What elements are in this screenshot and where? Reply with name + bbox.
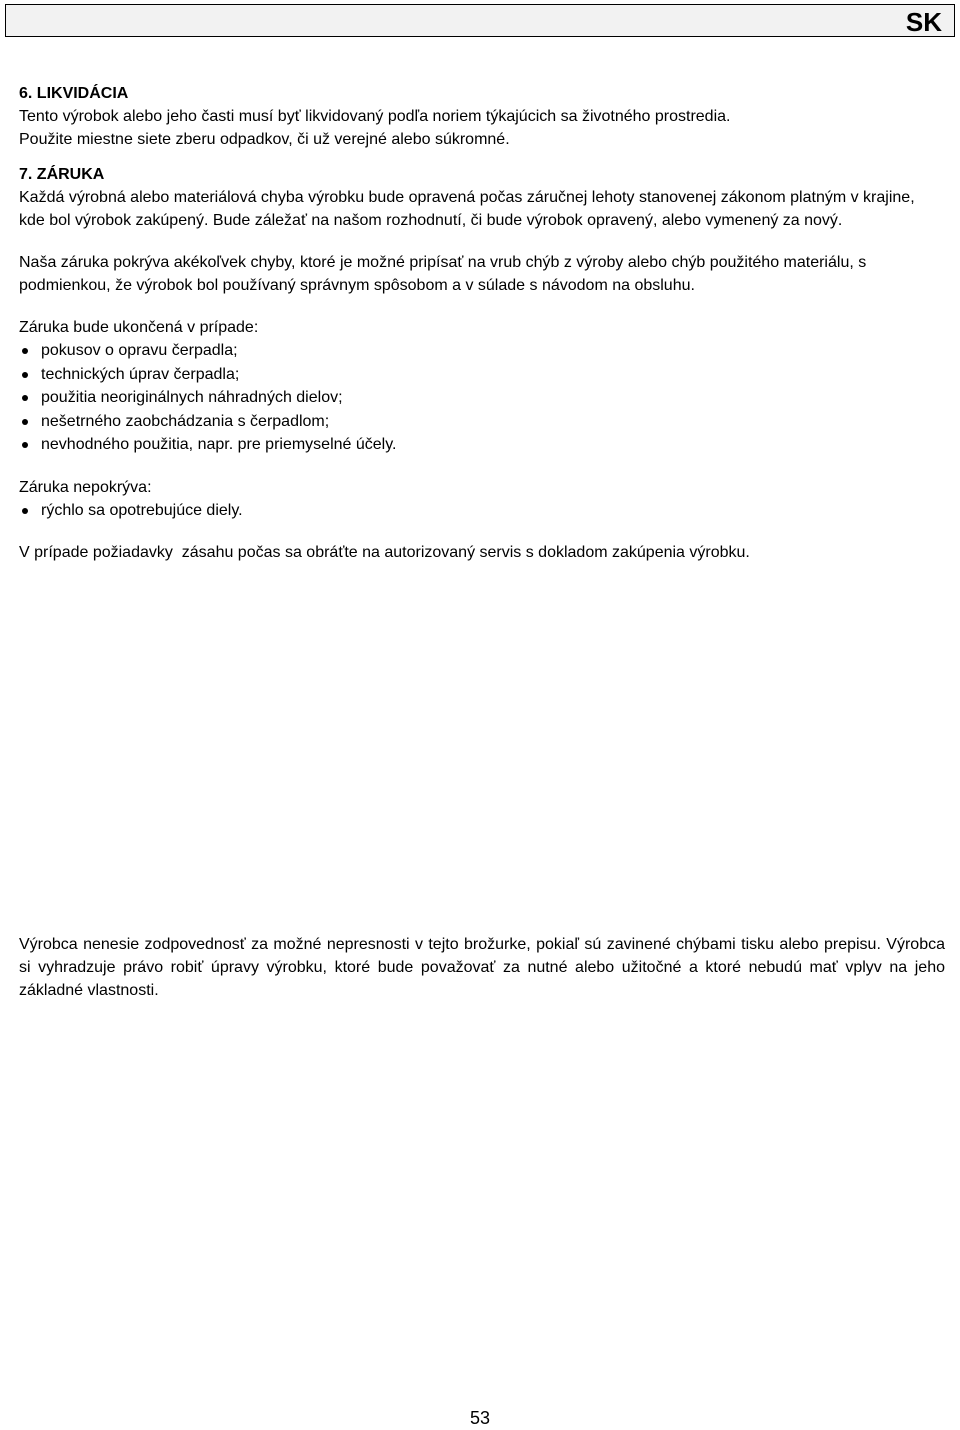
list-item: technických úprav čerpadla; [19, 363, 949, 387]
language-code: SK [905, 7, 942, 37]
exclusion-list [19, 499, 949, 523]
bullet-icon [22, 442, 28, 448]
bullet-icon [22, 372, 28, 378]
page-number: 53 [469, 1408, 491, 1428]
bullet-icon [22, 395, 28, 401]
bullet-icon [22, 348, 28, 354]
bullet-icon [22, 508, 28, 514]
list-item: použitia neoriginálnych náhradných dielov; [19, 386, 949, 410]
disclaimer-paragraph: Výrobca nenesie zodpovednosť za možné nepresnosti v tejto brožurke, pokiaľ sú zavinené chýbami tisku alebo prepisu. Výrobca si vyhradzuje právo robiť úpravy výrobku, ktoré bude považovať za nutné alebo užitočné a ktoré nebudú mať vplyv na jeho základné vlastnosti. [19, 936, 945, 999]
list-item: rýchlo sa opotrebujúce diely. [19, 499, 949, 523]
warranty-paragraph-1: Každá výrobná alebo materiálová chyba výrobku bude opravená počas záručnej lehoty stanovenej zákonom platným v krajine, kde bol výrobok zakúpený. Bude záležať na našom rozhodnutí, či bude výrobok opravený, alebo vymenený za nový. [19, 189, 915, 229]
document-content [19, 82, 949, 564]
language-header-box [5, 4, 955, 37]
section-7-heading: 7. ZÁRUKA [19, 166, 105, 183]
section-6-line-1: Tento výrobok alebo jeho časti musí byť likvidovaný podľa noriem týkajúcich sa životného prostredia. [19, 108, 731, 125]
warranty-paragraph-2: Naša záruka pokrýva akékoľvek chyby, ktoré je možné pripísať na vrub chýb z výroby alebo chýb použitého materiálu, s podmienkou, že výrobok bol používaný správnym spôsobom a v súlade s návodom na obsluhu. [19, 254, 867, 294]
termination-list [19, 339, 949, 457]
section-6-heading: 6. LIKVIDÁCIA [19, 85, 129, 102]
list-item: nešetrného zaobchádzania s čerpadlom; [19, 410, 949, 434]
list-item: nevhodného použitia, napr. pre priemyselné účely. [19, 433, 949, 457]
list-item: pokusov o opravu čerpadla; [19, 339, 949, 363]
exclusion-intro: Záruka nepokrýva: [19, 478, 152, 496]
termination-intro: Záruka bude ukončená v prípade: [19, 319, 259, 336]
section-6-line-2: Použite miestne siete zberu odpadkov, či už verejné alebo súkromné. [19, 131, 510, 148]
bullet-icon [22, 419, 28, 425]
service-note: V prípade požiadavky zásahu počas sa obráťte na autorizovaný servis s dokladom zakúpenia výrobku. [19, 544, 750, 561]
